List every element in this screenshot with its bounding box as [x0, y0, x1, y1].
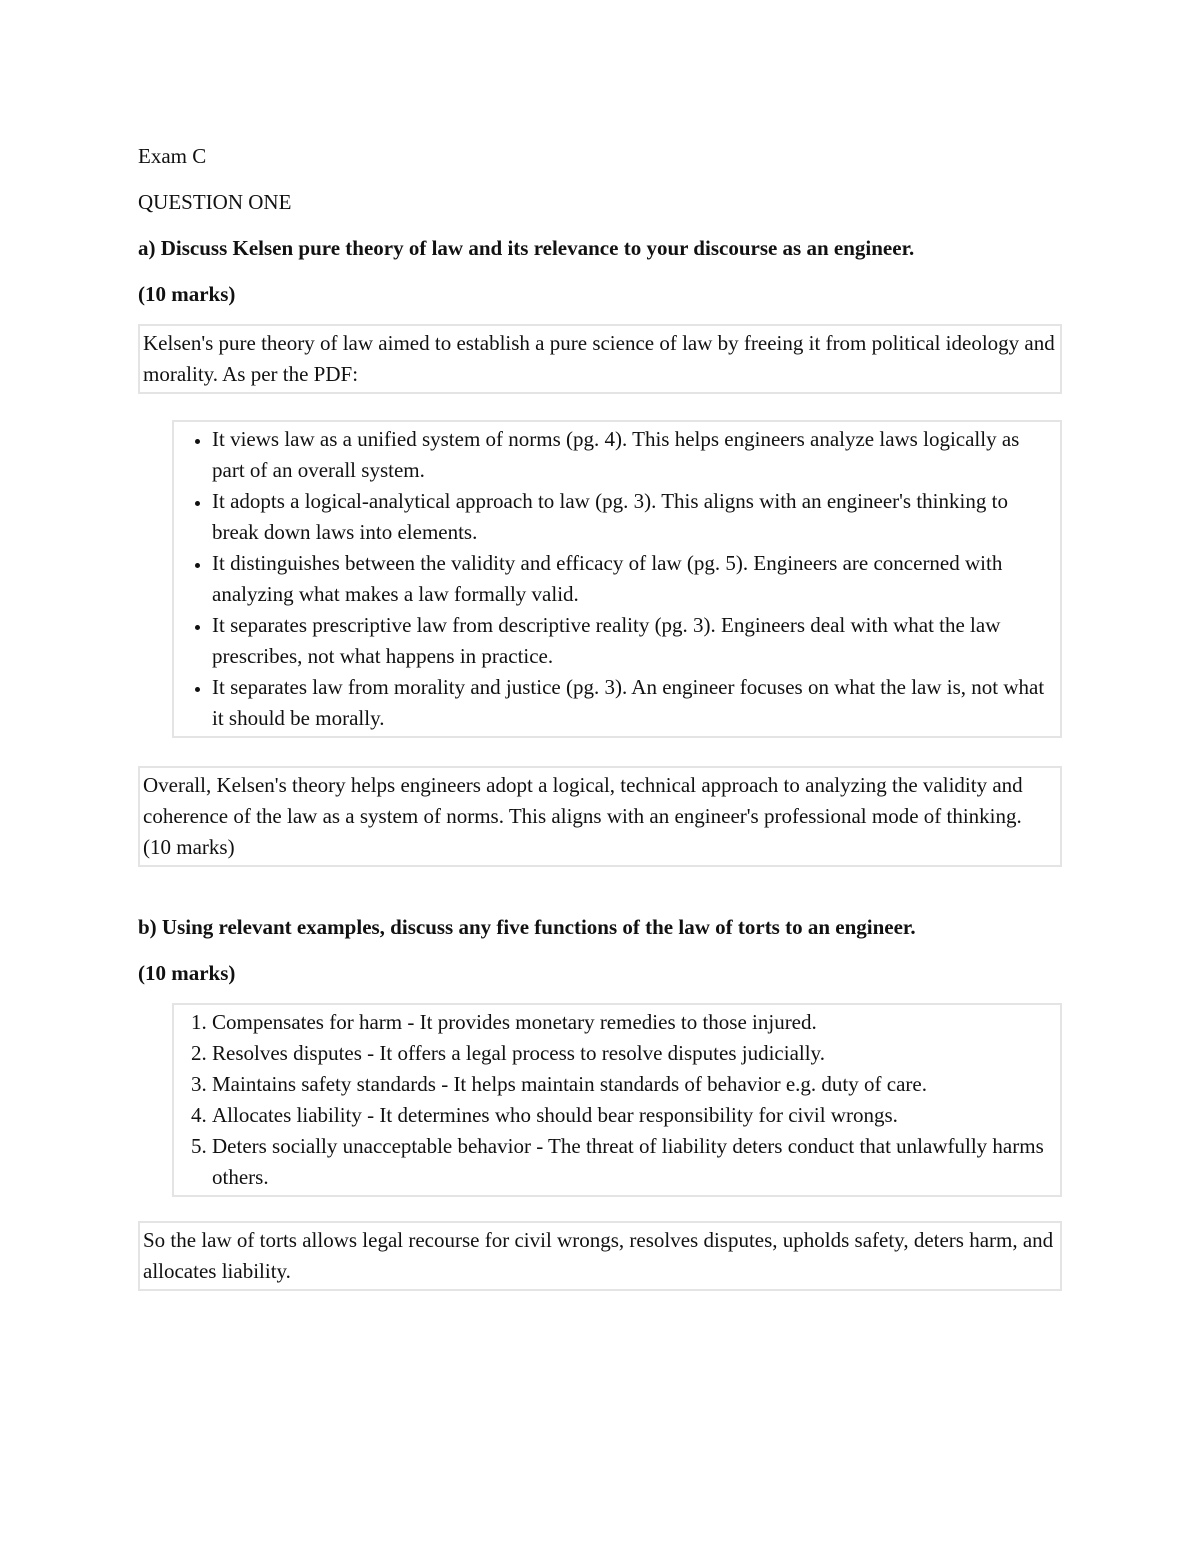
part-a-bullet-list	[174, 424, 1057, 734]
list-item: • It adopts a logical-analytical approach to law (pg. 3). This aligns with an engineer's thinking to break down laws into elements.	[212, 486, 1057, 548]
part-a-question: a) Discuss Kelsen pure theory of law and its relevance to your discourse as an engineer.	[138, 236, 915, 260]
list-item: 2. Resolves disputes - It offers a legal process to resolve disputes judicially.	[212, 1038, 1057, 1069]
document-page	[138, 140, 1062, 1291]
part-b-marks: (10 marks)	[138, 961, 236, 985]
part-b-numbered-list	[174, 1007, 1057, 1193]
part-b-summary-box	[138, 1221, 1062, 1291]
part-b-summary-text: So the law of torts allows legal recourse for civil wrongs, resolves disputes, upholds safety, deters harm, and allocates liability.	[143, 1228, 1054, 1283]
part-a-intro-text: Kelsen's pure theory of law aimed to establish a pure science of law by freeing it from political ideology and morality. As per the PDF:	[143, 331, 1055, 386]
part-a-marks: (10 marks)	[138, 282, 236, 306]
list-item: 1. Compensates for harm - It provides monetary remedies to those injured.	[212, 1007, 1057, 1038]
exam-title: Exam C	[138, 144, 207, 168]
list-item: • It separates law from morality and justice (pg. 3). An engineer focuses on what the law is, not what it should be morally.	[212, 672, 1057, 734]
list-item: • It distinguishes between the validity and efficacy of law (pg. 5). Engineers are concerned with analyzing what makes a law formally valid.	[212, 548, 1057, 610]
question-heading: QUESTION ONE	[138, 190, 292, 214]
list-item: 5. Deters socially unacceptable behavior - The threat of liability deters conduct that unlawfully harms others.	[212, 1131, 1057, 1193]
part-b-question: b) Using relevant examples, discuss any five functions of the law of torts to an engineer.	[138, 915, 916, 939]
list-item: 4. Allocates liability - It determines who should bear responsibility for civil wrongs.	[212, 1100, 1057, 1131]
part-a-intro-box	[138, 324, 1062, 394]
part-a-summary-text: Overall, Kelsen's theory helps engineers adopt a logical, technical approach to analyzing the validity and coherence of the law as a system of norms. This aligns with an engineer's professional mode of thinking.	[143, 773, 1023, 828]
list-item: • It views law as a unified system of norms (pg. 4). This helps engineers analyze laws logically as part of an overall system.	[212, 424, 1057, 486]
part-b-numbered-box	[172, 1003, 1062, 1197]
list-item: • It separates prescriptive law from descriptive reality (pg. 3). Engineers deal with what the law prescribes, not what happens in practice.	[212, 610, 1057, 672]
list-item: 3. Maintains safety standards - It helps maintain standards of behavior e.g. duty of care.	[212, 1069, 1057, 1100]
part-a-summary-box	[138, 766, 1062, 867]
part-a-bullet-box	[172, 420, 1062, 738]
part-a-summary-marks: (10 marks)	[143, 835, 235, 859]
